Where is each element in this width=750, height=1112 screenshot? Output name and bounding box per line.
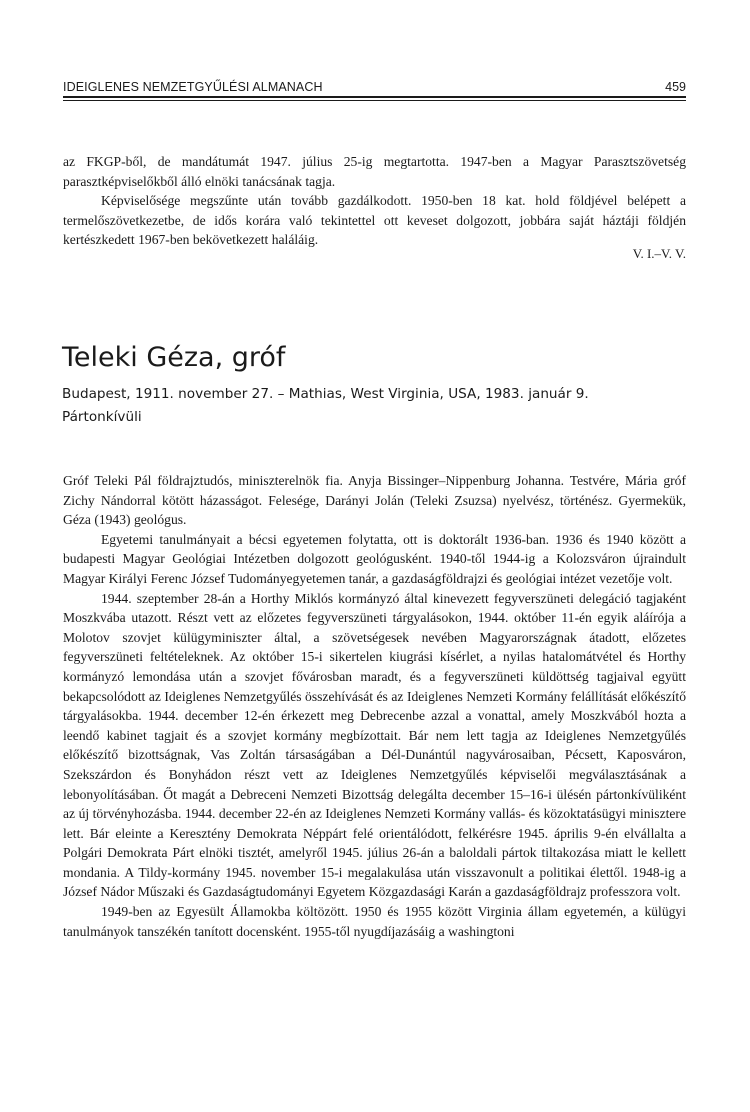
page-number: 459	[665, 80, 686, 94]
body-paragraph: 1944. szeptember 28-án a Horthy Miklós kormányzó által kinevezett fegyverszüneti delegáció tagjaként Moszkvába utazott. Részt vett az előzetes fegyverszüneti tárgyalásokon, 1944. október 11-én egyik aláírója a Molotov szovjet külügyminiszter által, a szövetségesek nevében Magyarországnak átadott, előzetes fegyverszüneti feltételeknek. Az október 15-i sikertelen kiugrási kísérlet, a nyilas hatalomátvétel és Horthy kormányzó lemondása után a szovjet fővárosban maradt, és a fegyverszüneti küldöttség tagjaival együtt bekapcsolódott az Ideiglenes Nemzetgyűlés összehívását és az Ideiglenes Nemzeti Kormány felállítását előkészítő tárgyalásokba. 1944. december 12-én érkezett meg Debrecenbe azzal a vonattal, amely Moszkvából hozta a leendő kabinet tagjait és a szovjet kormány megbízottait. Bár nem lett tagja az Ideiglenes Nemzetgyűlés előkészítő bizottságnak, Vas Zoltán társaságában a Dél-Dunántúl nagyvárosaiban, Pécsett, Kaposváron, Szekszárdon és Bonyhádon részt vett az Ideiglenes Nemzetgyűlés képviselői megválasztásának a lebonyolításában. Őt magát a Debreceni Nemzeti Bizottság delegálta december 15–16-i ülésén pártonkívüliként az új törvényhozásba. 1944. december 22-én az Ideiglenes Nemzeti Kormány vallás- és közoktatásügyi minisztere lett. Bár eleinte a Keresztény Demokrata Néppárt felé orientálódott, felkérésre 1945. április 9-én elvállalta a Polgári Demokrata Párt elnöki tisztét, amelyről 1945. július 26-án a baloldali pártok tiltakozása miatt le kellett mondania. A Tildy-kormány 1945. november 15-i megalakulása után visszavonult a politikai élettől. 1948-ig a József Nádor Műszaki és Gazdaságtudományi Egyetem Közgazdasági Karán a gazdaságföldrajz professzora volt.	[63, 590, 686, 900]
author-signature: V. I.–V. V.	[632, 246, 686, 261]
entry-name-heading: Teleki Géza, gróf	[62, 342, 286, 373]
entry-party: Pártonkívüli	[62, 409, 142, 425]
header-rule-thin	[63, 100, 686, 101]
previous-entry-text	[63, 152, 686, 250]
header-rule-thick	[63, 96, 686, 98]
body-paragraph: Gróf Teleki Pál földrajztudós, miniszterelnök fia. Anyja Bissinger–Nippenburg Johanna. Testvére, Mária gróf Zichy Nándorral kötött házasságot. Felesége, Darányi Jolán (Teleki Zsuzsa) nyelvész, történész. Gyermekük, Géza (1943) geológus.	[63, 473, 686, 528]
biography-text	[63, 471, 686, 941]
body-paragraph: Egyetemi tanulmányait a bécsi egyetemen folytatta, ott is doktorált 1936-ban. 1936 és 1940 között a budapesti Magyar Geológiai Intézetben dolgozott geológusként. 1940-től 1944-ig a Kolozsváron újraindult Magyar Királyi Ferenc József Tudományegyetemen tanár, a gazdaságföldrajzi és geológiai intézet vezetője volt.	[63, 531, 686, 586]
body-paragraph: az FKGP-ből, de mandátumát 1947. július 25-ig megtartotta. 1947-ben a Magyar Parasztszövetség parasztképviselőkből álló elnöki tanácsának tagja.	[63, 154, 686, 189]
body-paragraph: 1949-ben az Egyesült Államokba költözött. 1950 és 1955 között Virginia állam egyetemén, a külügyi tanulmányok tanszékén tanított docensként. 1955-től nyugdíjazásáig a washingtoni	[63, 904, 686, 939]
body-paragraph: Képviselősége megszűnte után tovább gazdálkodott. 1950-ben 18 kat. hold földjével belépett a termelőszövetkezetbe, de idős korára való tekintettel ott keveset dolgozott, jobbára saját háztáji földjén kertészkedett 1967-ben bekövetkezett haláláig.	[63, 193, 686, 248]
running-title: IDEIGLENES NEMZETGYŰLÉSI ALMANACH	[63, 80, 323, 94]
entry-life-dates: Budapest, 1911. november 27. – Mathias, West Virginia, USA, 1983. január 9.	[62, 386, 589, 402]
